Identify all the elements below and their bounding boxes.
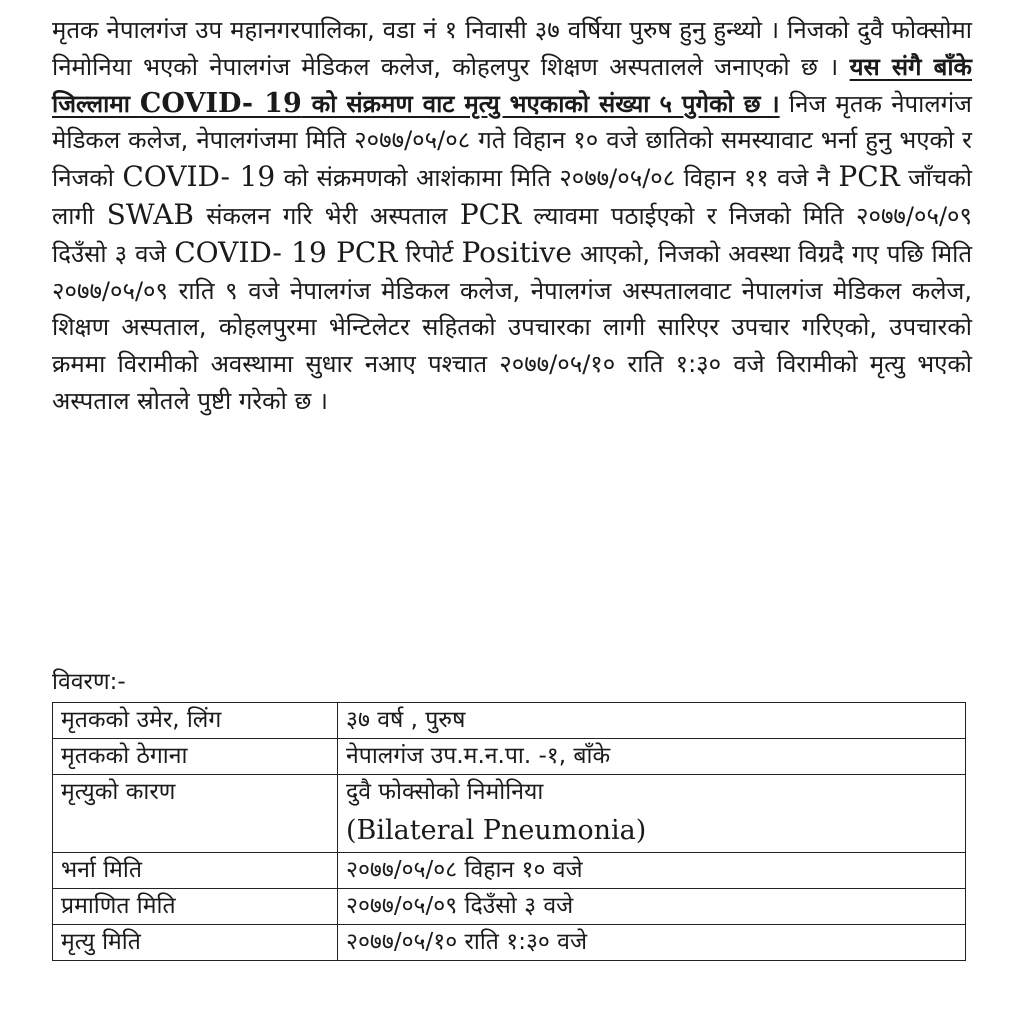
covid-term: COVID- 19 <box>139 87 302 119</box>
table-row <box>53 889 966 925</box>
details-table <box>52 702 966 961</box>
text-segment: मृतक नेपालगंज उप महानगरपालिका, वडा नं १ निवासी ३७ वर्षिया पुरुष हुनु हुन्थ्यो । निजको दुवै फोक्सोमा निमोनिया भएको नेपालगंज मेडिकल कलेज, कोहलपुर शिक्षण अस्पतालले जनाएको छ । <box>52 16 972 81</box>
news-paragraph <box>52 12 972 420</box>
text-segment: को संक्रमण वाट मृत्यु भएकाको संख्या ५ पुगेको छ । <box>301 89 780 118</box>
text-segment: निज मृतक नेपालगंज मेडिकल कलेज, नेपालगंजमा मिति २०७७/०५/०८ गते विहान १० वजे छातिको समस्यावाट भर्ना हुनु भएको र निजको <box>52 89 972 193</box>
row-value: ३७ वर्ष , पुरुष <box>338 703 966 739</box>
row-value-english: (Bilateral Pneumonia) <box>346 815 647 846</box>
positive-term: Positive <box>461 235 572 269</box>
text-segment: को संक्रमणको आशंकामा मिति २०७७/०५/०८ विहान ११ वजे नै <box>275 164 839 193</box>
row-value: २०७७/०५/०८ विहान १० वजे <box>338 853 966 889</box>
table-row <box>53 925 966 961</box>
details-heading: विवरण:- <box>52 669 126 695</box>
covid-term: COVID- 19 <box>122 160 276 194</box>
text-segment: यस संगै बाँके जिल्लामा <box>52 52 972 118</box>
text-segment: ल्यावमा पठाईएको र निजको मिति २०७७/०५/०९ दिउँसो ३ वजे <box>52 201 972 268</box>
row-label: भर्ना मिति <box>53 853 338 889</box>
row-label: मृत्युको कारण <box>53 775 338 853</box>
paragraph-text <box>52 12 972 420</box>
text-segment: संकलन गरि भेरी अस्पताल <box>193 201 460 230</box>
table-row <box>53 739 966 775</box>
row-value: नेपालगंज उप.म.न.पा. -१, बाँके <box>338 739 966 775</box>
text-segment: रिपोर्ट <box>397 239 462 268</box>
row-value: २०७७/०५/१० राति १:३० वजे <box>338 925 966 961</box>
text-segment: आएको, निजको अवस्था विग्रदै गए पछि मिति २०७७/०५/०९ राति ९ वजे नेपालगंज मेडिकल कलेज, नेपालगंज अस्पतालवाट नेपालगंज मेडिकल कलेज, शिक्षण अस्पताल, कोहलपुरमा भेन्टिलेटर सहितको उपचारका लागी सारिएर उपचार गरिएको, उपचारको क्रममा विरामीको अवस्थामा सुधार नआए पश्चात २०७७/०५/१० राति १:३० वजे विरामीको मृत्यु भएको अस्पताल स्रोतले पुष्टी गरेको छ । <box>52 239 973 415</box>
pcr-term: PCR <box>459 197 522 231</box>
row-value: दुवै फोक्सोको निमोनिया <box>346 779 544 805</box>
row-label: मृतकको ठेगाना <box>53 739 338 775</box>
row-label: मृतकको उमेर, लिंग <box>53 703 338 739</box>
table-row <box>53 703 966 739</box>
row-label: प्रमाणित मिति <box>53 889 338 925</box>
row-label: मृत्यु मिति <box>53 925 338 961</box>
row-value: २०७७/०५/०९ दिउँसो ३ वजे <box>338 889 966 925</box>
row-value-cell <box>338 775 966 853</box>
table-row <box>53 775 966 853</box>
text-segment: जाँचको लागी <box>52 164 972 230</box>
swab-term: SWAB <box>106 197 194 231</box>
pcr-term: PCR <box>838 160 900 194</box>
table-row <box>53 853 966 889</box>
covid-pcr-term: COVID- 19 PCR <box>174 235 398 269</box>
